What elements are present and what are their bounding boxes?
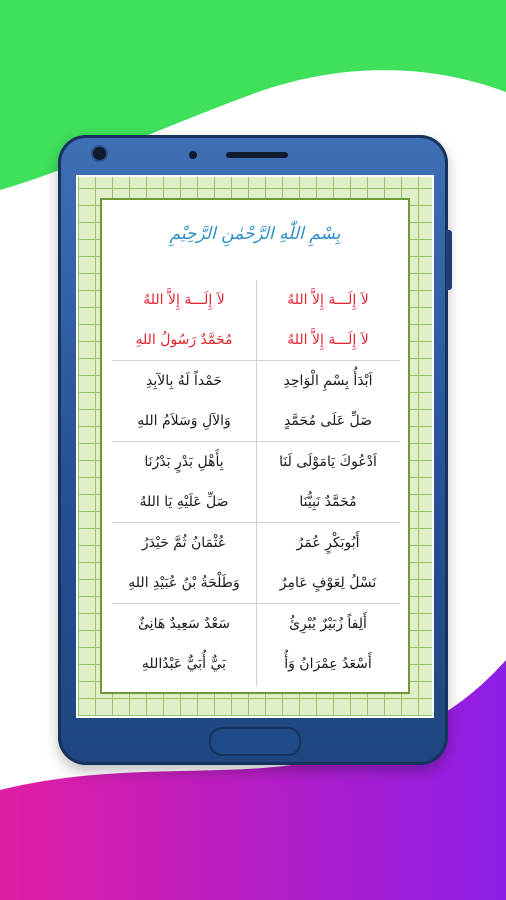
verse-right: أَبُوبَكْرٍ عُمَرُ [296, 535, 360, 551]
verse-right: اَبْدَأُ بِسْمِ الْوَاحِدِ [283, 373, 373, 389]
verse-left: سَعْدٌ سَعِيدٌ هَانِئٌ [138, 616, 231, 632]
verse-left: صَلِّ عَلَيْهِ يَا اللهُ [139, 494, 229, 510]
verse-right: لاَ إِلَـــهَ إِلاَّ اللهُ [287, 292, 369, 308]
earpiece-speaker [226, 152, 288, 158]
sensor-icon [189, 151, 197, 159]
verse-right: أَسْعَدُ عِمْرَانُ وَأُ [284, 656, 372, 672]
verse-left: عُثْمَانُ ثُمَّ حَيْدَرُ [141, 535, 227, 551]
verse-right: صَلِّ عَلَى مُحَمَّدٍ [283, 413, 373, 429]
verse-right: لاَ إِلَـــهَ إِلاَّ اللهُ [287, 332, 369, 348]
front-camera-icon [93, 147, 106, 160]
verse-left: وَالآلِ وَسَلاَمُ اللهِ [137, 413, 231, 429]
verse-left: لاَ إِلَـــهَ إِلاَّ اللهُ [143, 292, 225, 308]
verse-left: وَطَلْحَةُ بْنُ عُبَيْدِ اللهِ [128, 575, 240, 591]
verse-left: بَيٌّ أُبَيٌّ عَبْدُاللهِ [141, 656, 227, 672]
verse-right: نَسْلُ لِعَوْفٍ عَامِرٌ [279, 575, 377, 591]
phone-side-button [446, 230, 452, 290]
verse-right: أَلِفاً زُبَيْرٌ يُبْرِئُ [289, 616, 367, 632]
verse-left: بِأَهْلِ بَدْرٍ بَدْرُنَا [144, 454, 224, 470]
home-button[interactable] [209, 727, 301, 756]
basmala-title: بِسْمِ اللّٰهِ الرَّحْمٰنِ الرَّحِيْمِ [169, 224, 341, 244]
poem-grid [112, 280, 400, 686]
verse-right: مُحَمَّدٌ نَبِيُّنَا [299, 494, 357, 510]
verse-left: مُحَمَّدٌ رَسُولُ اللهِ [135, 332, 233, 348]
verse-right: اَدْعُوكَ يَامَوْلَى لَنَا [279, 454, 377, 470]
verse-left: حَمْداً لَهُ بِالآبِدِ [145, 373, 223, 389]
